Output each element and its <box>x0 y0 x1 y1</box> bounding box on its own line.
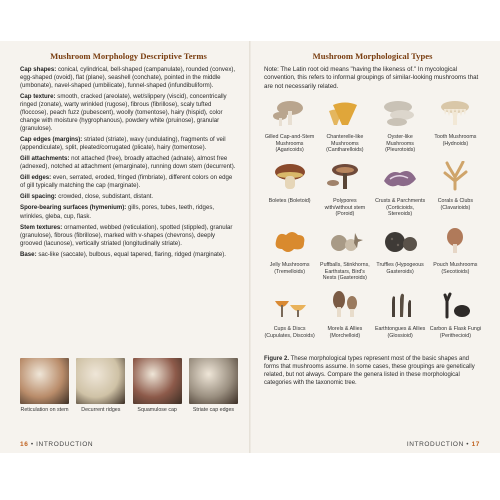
term-paragraph <box>20 174 237 190</box>
morphology-type-label: Morels & Allies (Morchelloid) <box>327 326 363 339</box>
running-head-left: INTRODUCTION <box>36 441 94 448</box>
term-paragraph <box>20 93 237 133</box>
morphology-type-item <box>430 161 481 222</box>
term-heading: Cap edges (margins): <box>20 136 83 144</box>
morphology-type-item <box>264 289 315 350</box>
truffle-icon <box>380 225 420 262</box>
page-number-right: 17 <box>471 441 480 448</box>
term-description: even, serrated, eroded, fringed (fimbriate), different colors on edge of gill typically matching the cap (marginate). <box>20 174 233 190</box>
term-heading: Cap texture: <box>20 93 56 101</box>
running-head-right: INTRODUCTION <box>406 441 464 448</box>
term-heading: Gill edges: <box>20 174 52 182</box>
morphology-type-item <box>319 97 370 158</box>
morphology-type-item <box>430 97 481 158</box>
photo-item <box>189 358 238 414</box>
morphology-type-label: Tooth Mushrooms (Hydnoids) <box>434 134 477 147</box>
term-paragraph <box>20 224 237 248</box>
morphology-type-label: Puffballs, Stinkhorns, Earthstars, Bird's Nests (Gasteroids) <box>320 262 370 281</box>
page-title-left: Mushroom Morphology Descriptive Terms <box>50 51 207 61</box>
figure-text: These morphological types represent most of the basic shapes and forms that mushrooms assume. In some cases, these groupings are genetically related, but not always. Compare the genera listed in these morphological categories with the taxonomic tree. <box>264 356 475 387</box>
figure-label: Figure 2. <box>264 356 290 363</box>
term-heading: Gill attachments: <box>20 155 70 163</box>
morel-icon <box>325 289 365 326</box>
term-description: striated (striate), wavy (undulating), fragments of veil (appendiculate), split, pleated/corrugated (plicate), hairy (tomentose). <box>20 136 226 152</box>
term-description: sac-like (saccate), bulbous, equal tapered, flaring, ridged (marginate). <box>38 250 226 258</box>
earthtongue-icon <box>380 289 420 326</box>
morphology-type-label: Truffles (Hypogeous Gasteroids) <box>376 262 424 275</box>
morphology-type-item <box>319 225 370 286</box>
term-heading: Stem textures: <box>20 223 63 231</box>
carbon-fungus-icon <box>435 289 475 326</box>
morphology-type-label: Gilled Cap-and-Stem Mushrooms (Agaricoids) <box>264 134 315 153</box>
coral-fungus-icon <box>435 161 475 198</box>
photo-strip <box>20 358 238 414</box>
morphology-type-item <box>264 161 315 222</box>
term-heading: Gill spacing: <box>20 193 57 201</box>
photo-item <box>76 358 125 414</box>
figure-caption <box>264 355 481 387</box>
morphology-type-label: Pouch Mushrooms (Secotioids) <box>433 262 478 275</box>
term-paragraph <box>20 66 237 90</box>
photo-item <box>133 358 182 414</box>
gilled-mushroom-icon <box>270 97 310 134</box>
morphology-type-item <box>430 225 481 286</box>
photo-caption: Squamulose cap <box>137 407 177 413</box>
morphology-type-item <box>264 225 315 286</box>
morphology-type-label: Chanterelle-like Mushrooms (Cantharelloids) <box>326 134 364 153</box>
morphology-type-item <box>375 161 426 222</box>
morphology-type-label: Jelly Mushrooms (Tremelloids) <box>269 262 310 275</box>
term-paragraph <box>20 204 237 220</box>
term-heading: Spore-bearing surfaces (hymenium): <box>20 204 127 212</box>
morphology-type-label: Cups & Discs (Cupulates, Discoids) <box>264 326 315 339</box>
term-heading: Base: <box>20 250 37 258</box>
morphology-type-label: Polypores with/without stem (Poroid) <box>324 198 366 217</box>
right-page <box>251 41 500 453</box>
term-description: conical, cylindrical, bell-shaped (campanulate), rounded (convex), egg-shaped (ovoid), flat (plane), seashell (conchate), pointed in the middle (umbonate), navel-shaped (umbilicate), funnel-shaped (infundibuliform). <box>20 66 236 90</box>
polypore-icon <box>325 161 365 198</box>
page-number-left: 16 <box>20 441 29 448</box>
morphology-type-label: Boletes (Boletoid) <box>268 198 311 205</box>
term-paragraph <box>20 155 237 171</box>
photo-caption: Reticulation on stem <box>20 407 69 413</box>
terms-list <box>20 66 237 259</box>
term-description: smooth, cracked (areolate), wet/slippery (viscid), concentrically ringed (zonate), warty wrinkled (rugose), fibrous (fibrillose), scaly tufted (floccose), peach fuzz (pubescent), woolly (tomentose), hairy (hispid), color change with moisture (hygrophanous), powdery white (pruinose), granular (granulose). <box>20 93 227 133</box>
term-description: ornamented, webbed (reticulation), spotted (stippled), granular (granulose), fibrous (fibrillose), marked with v-shapes (chevrons), deeply grooved (lacunose), vertically striated (longitudinally striate). <box>20 223 233 247</box>
mushroom-photo <box>189 358 238 404</box>
folio-right: INTRODUCTION • 17 <box>406 441 480 448</box>
photo-caption: Striate cap edges <box>192 407 235 413</box>
tooth-mushroom-icon <box>435 97 475 134</box>
chanterelle-icon <box>325 97 365 134</box>
jelly-fungus-icon <box>270 225 310 262</box>
term-description: crowded, close, subdistant, distant. <box>58 193 154 201</box>
term-heading: Cap shapes: <box>20 66 57 73</box>
page-title-right: Mushroom Morphological Types <box>312 51 433 61</box>
term-paragraph <box>20 136 237 152</box>
morphology-type-label: Carbon & Flask Fungi (Perithecioid) <box>429 326 481 339</box>
morphology-type-item <box>319 289 370 350</box>
crust-fungus-icon <box>380 161 420 198</box>
morphology-type-label: Crusts & Parchments (Corticioids, Stereoids) <box>375 198 426 217</box>
morphology-grid <box>264 97 481 350</box>
cup-fungus-icon <box>270 289 310 326</box>
term-paragraph <box>20 251 237 259</box>
latin-root-note: Note: The Latin root oid means "having the likeness of." In mycological convention, this refers to informal groupings of similar-looking mushrooms that are not necessarily related. <box>264 66 479 90</box>
morphology-type-item <box>264 97 315 158</box>
mushroom-photo <box>76 358 125 404</box>
term-paragraph <box>20 193 237 201</box>
morphology-type-item <box>375 225 426 286</box>
morphology-type-label: Corals & Clubs (Clavarioids) <box>437 198 474 211</box>
morphology-type-item <box>430 289 481 350</box>
bolete-icon <box>270 161 310 198</box>
morphology-type-item <box>319 161 370 222</box>
term-description: not attached (free), broadly attached (adnate), almost free (adnexed), notched at attachment (emarginate), running down stem (decurrent). <box>20 155 236 171</box>
puffball-icon <box>325 225 365 262</box>
morphology-type-item <box>375 97 426 158</box>
mushroom-photo <box>133 358 182 404</box>
pouch-mushroom-icon <box>435 225 475 262</box>
photo-caption: Decurrent ridges <box>81 407 121 413</box>
book-spread <box>0 41 500 453</box>
oyster-mushroom-icon <box>380 97 420 134</box>
morphology-type-label: Earthtongues & Allies (Glossioid) <box>374 326 426 339</box>
morphology-type-item <box>375 289 426 350</box>
morphology-type-label: Oyster-like Mushrooms (Pleurotoids) <box>385 134 416 153</box>
mushroom-photo <box>20 358 69 404</box>
photo-item <box>20 358 69 414</box>
folio-left: 16 • INTRODUCTION <box>20 441 94 448</box>
term-description: gills, pores, tubes, teeth, ridges, wrinkles, gleba, cup, flask. <box>20 204 215 220</box>
